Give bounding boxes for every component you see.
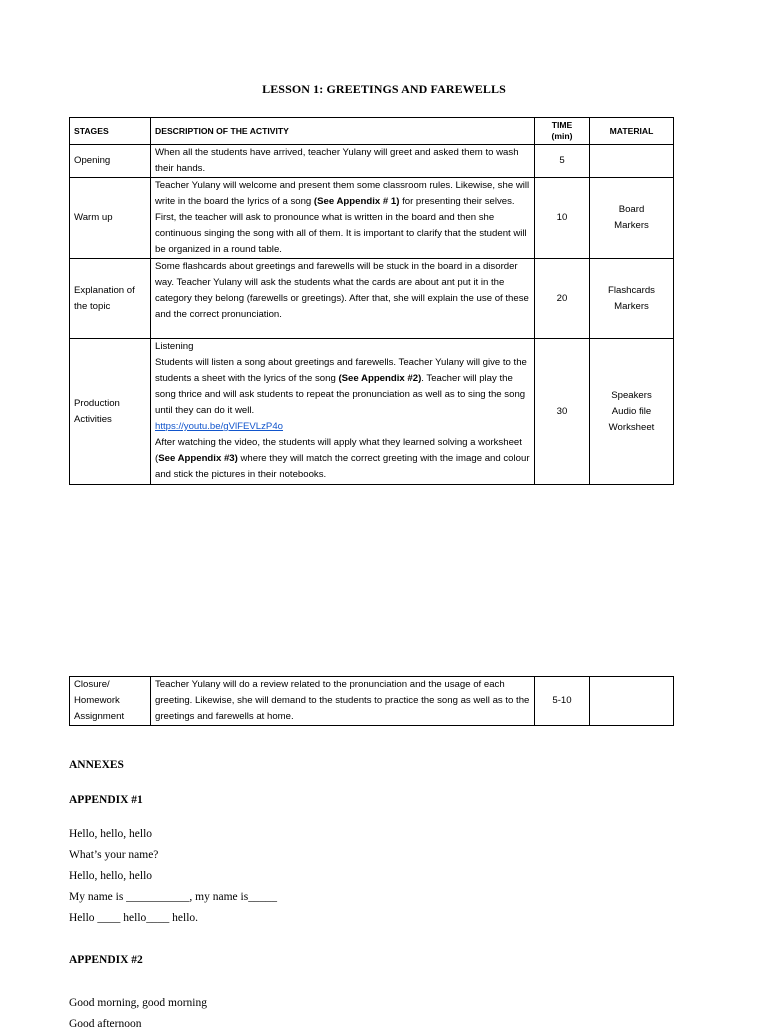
stage-label: Closure/	[74, 679, 110, 690]
stage-label: Production	[74, 397, 120, 409]
table-row-explanation	[70, 259, 674, 339]
lyric-line: Good morning, good morning	[69, 997, 207, 1009]
table-row-warmup	[70, 178, 674, 259]
header-time	[535, 118, 590, 145]
appendix-2-lyrics	[69, 993, 207, 1035]
description-subheading: Listening	[155, 341, 194, 352]
appendix-reference: (See Appendix # 1)	[313, 196, 400, 207]
material-item: Flashcards	[608, 284, 655, 296]
lyric-line: Hello, hello, hello	[69, 870, 153, 882]
appendix-reference: See Appendix #3)	[158, 453, 238, 464]
description-text: for presenting their selves. First, the teacher will ask to pronounce what is written in the board and then she continuous singing the song with all of them. It is important to clarify that the student will be organized in a round table.	[155, 196, 527, 255]
material-cell	[590, 339, 674, 485]
header-description: DESCRIPTION OF THE ACTIVITY	[151, 118, 535, 145]
lesson-plan-table	[69, 117, 674, 485]
stage-cell	[70, 259, 151, 339]
lesson-title: LESSON 1: GREETINGS AND FAREWELLS	[262, 82, 506, 96]
video-link[interactable]: https://youtu.be/gVlFEVLzP4o	[155, 421, 283, 432]
description-text: where they will match the correct greeting with the image and colour and stick the pictures in their notebooks.	[155, 453, 530, 480]
header-time-label: TIME	[551, 120, 573, 130]
stage-cell: Opening	[70, 145, 151, 178]
annexes-heading: ANNEXES	[69, 759, 124, 771]
material-item: Speakers	[611, 389, 652, 401]
table-row-opening	[70, 145, 674, 178]
description-cell	[151, 178, 535, 259]
appendix-2-heading: APPENDIX #2	[69, 954, 143, 966]
lyric-line: Good afternoon	[69, 1018, 142, 1030]
time-cell: 20	[535, 259, 590, 339]
table-header-row	[70, 118, 674, 145]
description-cell: Teacher Yulany will do a review related to the pronunciation and the usage of each greeting. Likewise, she will demand to the students to practice the song as well as to the greetings and farewells at home.	[151, 677, 535, 726]
stage-label: Explanation of	[74, 284, 135, 296]
material-item: Board	[618, 204, 645, 215]
lyric-line: What’s your name?	[69, 849, 159, 861]
material-cell	[590, 677, 674, 726]
stage-cell	[70, 339, 151, 485]
description-text: After watching the video, the students will apply what they learned solving a worksheet (	[155, 437, 522, 464]
time-cell: 10	[535, 178, 590, 259]
description-cell: When all the students have arrived, teacher Yulany will greet and asked them to wash their hands.	[151, 145, 535, 178]
time-cell: 30	[535, 339, 590, 485]
description-text: Teacher Yulany will welcome and present them some classroom rules. Likewise, she will write in the board the lyrics of a song	[155, 180, 530, 207]
lyric-line: My name is ___________, my name is_____	[69, 891, 277, 903]
material-cell	[590, 145, 674, 178]
appendix-reference: (See Appendix #2)	[338, 373, 422, 384]
appendix-1-lyrics	[69, 824, 277, 929]
material-cell	[590, 178, 674, 259]
material-item: Worksheet	[608, 421, 655, 433]
lyric-line: Hello ____ hello____ hello.	[69, 912, 199, 924]
stage-cell: Warm up	[70, 178, 151, 259]
description-cell: Some flashcards about greetings and farewells will be stuck in the board in a disorder way. Teacher Yulany will ask the students what the cards are about ant put it in the category they belong (farewells or greetings). After that, she will explain the use of these and the correct pronunciation.	[151, 259, 535, 339]
material-item: Markers	[614, 300, 649, 312]
table-row-production	[70, 339, 674, 485]
time-cell: 5	[535, 145, 590, 178]
stage-label: Activities	[74, 413, 112, 425]
lyric-line: Hello, hello, hello	[69, 828, 153, 840]
header-material: MATERIAL	[590, 118, 674, 145]
material-item: Audio file	[611, 405, 652, 417]
lesson-plan-table-continued	[69, 676, 674, 726]
time-cell: 5-10	[535, 677, 590, 726]
stage-label: Assignment	[74, 711, 125, 722]
appendix-1-heading: APPENDIX #1	[69, 794, 143, 806]
stage-cell	[70, 677, 151, 726]
description-cell	[151, 339, 535, 485]
material-cell	[590, 259, 674, 339]
header-stages: STAGES	[70, 118, 151, 145]
material-item: Markers	[614, 220, 649, 231]
header-time-unit: (min)	[551, 131, 573, 141]
table-row-closure	[70, 677, 674, 726]
description-text: . Teacher will play the song thrice and will ask students to repeat the pronunciation as well as to sing the song until they can do it well.	[155, 373, 526, 416]
description-text: Students will listen a song about greetings and farewells. Teacher Yulany will give to the students a sheet with the lyrics of the song	[155, 357, 527, 384]
stage-label: the topic	[74, 300, 111, 312]
stage-label: Homework	[74, 695, 120, 706]
